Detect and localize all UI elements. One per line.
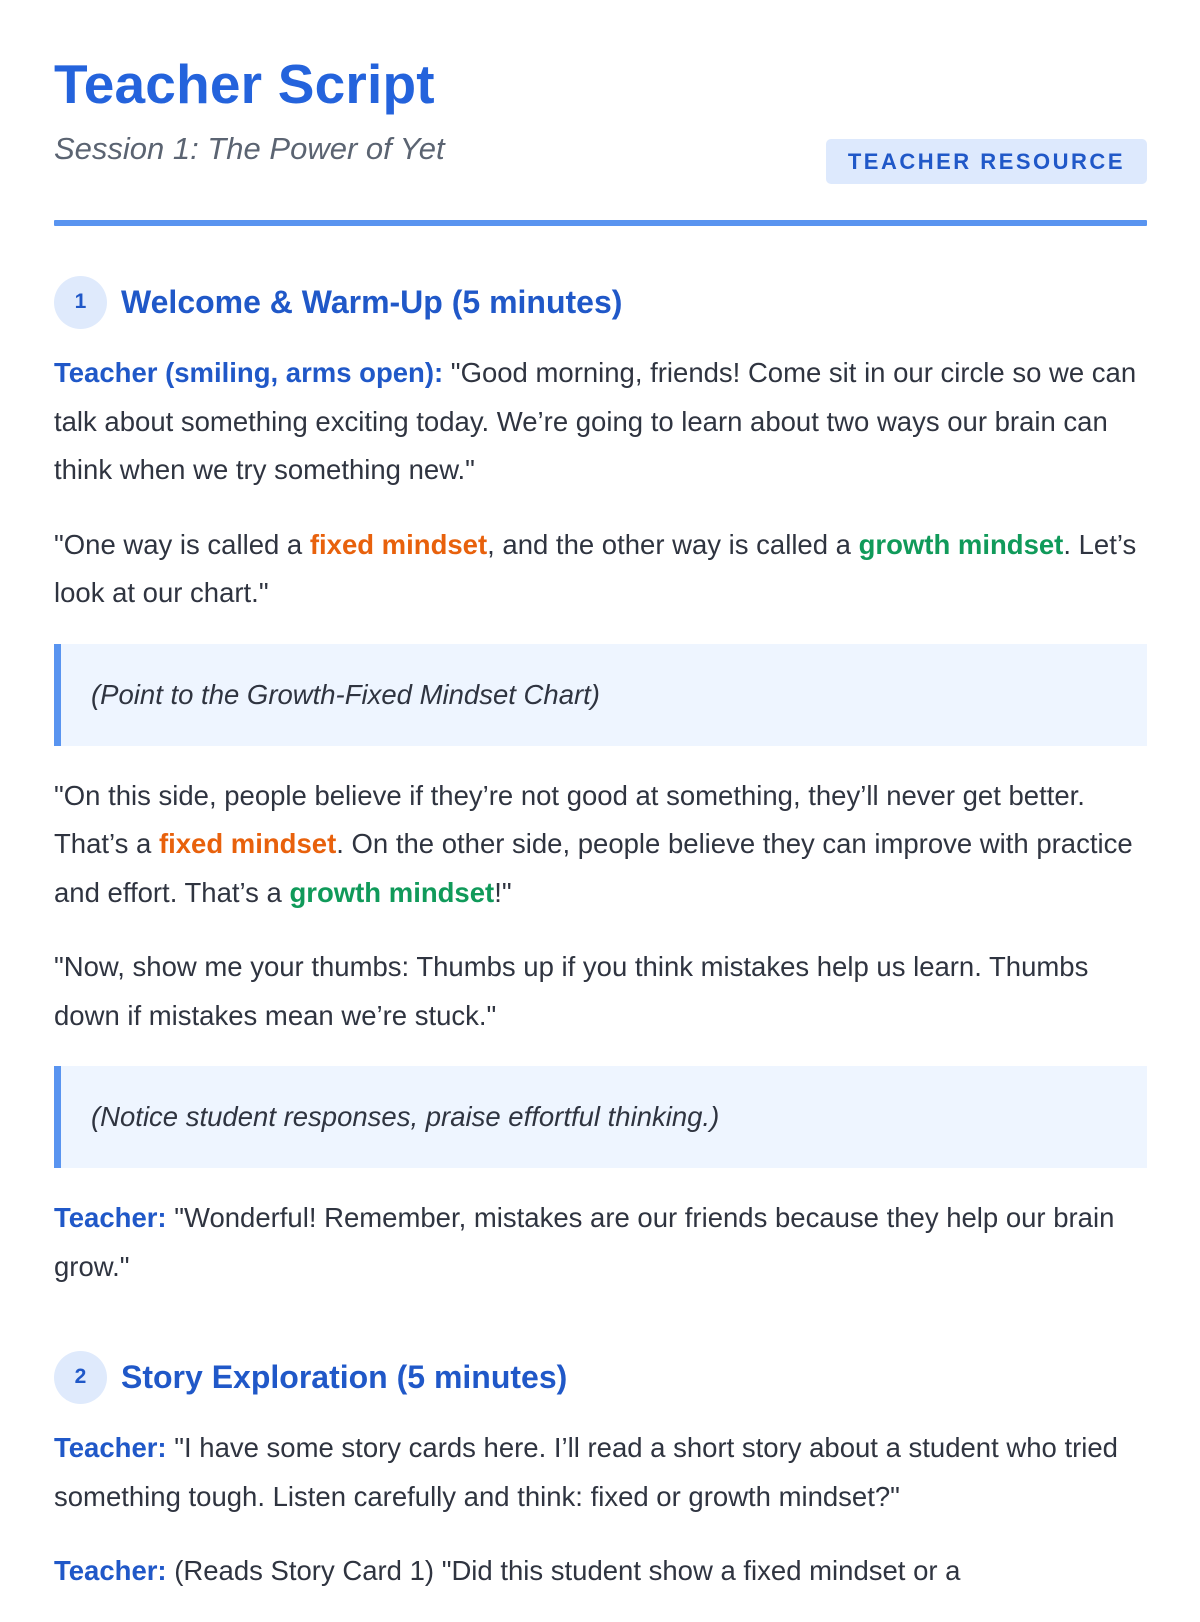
script-text: , and the other way is called a	[487, 528, 859, 560]
section-heading	[54, 1350, 1147, 1404]
speaker-label: Teacher:	[54, 1202, 167, 1233]
script-text: . On the other side, people believe they can improve with practice and effort. That’s a	[54, 828, 1133, 908]
script-text: !"	[494, 876, 512, 908]
teacher-script-page	[54, 0, 1147, 1586]
script-paragraph	[54, 1547, 1147, 1596]
section-welcome-warm-up	[54, 275, 1147, 1317]
growth-mindset-term: growth mindset	[858, 528, 1064, 560]
teacher-resource-badge: TEACHER RESOURCE	[826, 139, 1147, 184]
script-paragraph: "Now, show me your thumbs: Thumbs up if you think mistakes help us learn. Thumbs down if mistakes mean we’re stuck."	[54, 951, 1089, 1031]
session-subtitle: Session 1: The Power of Yet	[54, 131, 445, 166]
fixed-mindset-term: fixed mindset	[158, 828, 337, 859]
header-divider	[54, 220, 1147, 226]
step-number-badge: 2	[54, 1351, 107, 1404]
script-paragraph	[54, 521, 1147, 618]
page-header	[54, 0, 1147, 174]
script-text: (Reads Story Card 1) "Did this student show a fixed mindset or a	[166, 1555, 961, 1586]
fixed-mindset-term: fixed mindset	[309, 528, 488, 560]
stage-direction-note: (Notice student responses, praise effortful thinking.)	[54, 1066, 1147, 1168]
script-paragraph	[54, 1194, 1147, 1291]
growth-mindset-term: growth mindset	[289, 876, 495, 908]
script-text: "Wonderful! Remember, mistakes are our friends because they help our brain grow."	[54, 1202, 1115, 1282]
script-text: "One way is called a	[54, 528, 310, 560]
speaker-label: Teacher (smiling, arms open):	[54, 357, 444, 388]
stage-direction-note: (Point to the Growth-Fixed Mindset Chart)	[54, 644, 1147, 746]
script-text: "On this side, people believe if they’re not good at something, they’ll never get better. That’s a	[54, 779, 1085, 859]
step-number-badge: 1	[54, 276, 107, 329]
speaker-label: Teacher:	[54, 1432, 167, 1463]
script-paragraph	[54, 1424, 1147, 1521]
script-text: "I have some story cards here. I’ll read a short story about a student who tried something tough. Listen carefully and think: fixed or growth mindset?"	[54, 1432, 1118, 1512]
script-text: "Good morning, friends! Come sit in our circle so we can talk about something exciting today. We’re going to learn about two ways our brain can think when we try something new."	[54, 357, 1137, 485]
section-story-exploration	[54, 1350, 1147, 1622]
script-text: . Let’s look at our chart."	[54, 528, 1137, 608]
section-title: Welcome & Warm-Up (5 minutes)	[121, 283, 623, 320]
script-paragraph	[54, 349, 1147, 495]
section-title: Story Exploration (5 minutes)	[121, 1358, 568, 1395]
script-paragraph	[54, 772, 1147, 918]
speaker-label: Teacher:	[54, 1555, 167, 1586]
section-heading	[54, 275, 1147, 329]
page-title: Teacher Script	[54, 53, 435, 115]
